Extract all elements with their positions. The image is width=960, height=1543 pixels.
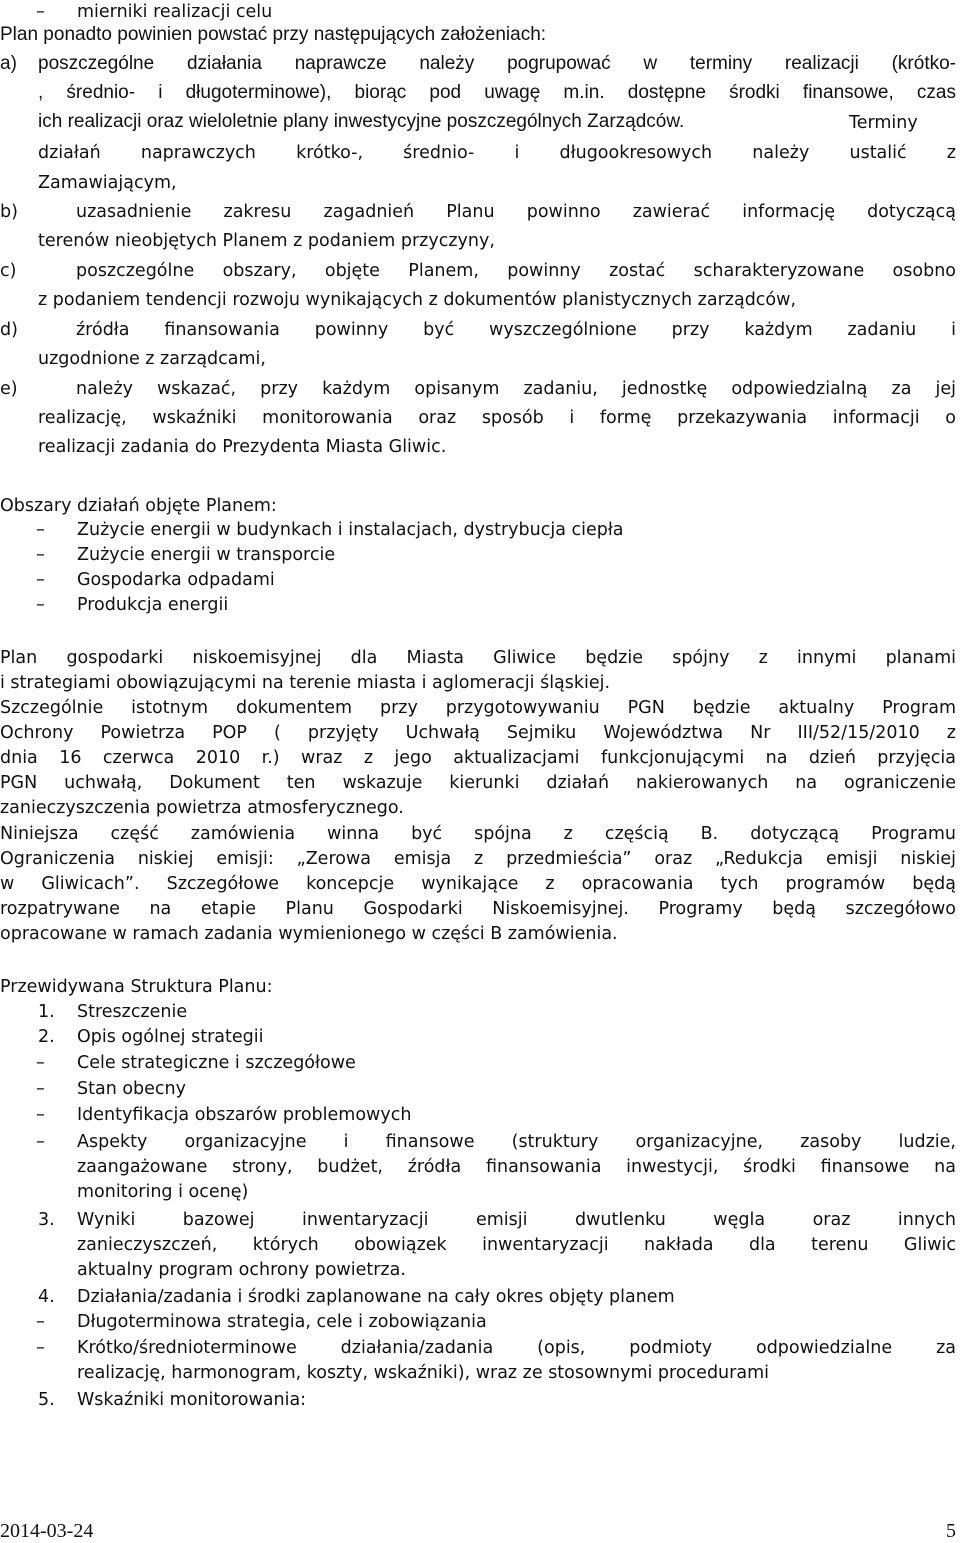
- list-item: Wskaźniki monitorowania:: [77, 1390, 307, 1410]
- dash-bullet: –: [36, 520, 45, 540]
- dash-bullet: –: [36, 1312, 45, 1332]
- paragraph-line: rozpatrywane na etapie Planu Gospodarki Niskoemisyjnej. Programy będą szczegółowo: [0, 899, 956, 919]
- item-e-line: należy wskazać, przy każdym opisanym zadaniu, jednostkę odpowiedzialną za jej: [76, 379, 956, 399]
- list-item: Zużycie energii w budynkach i instalacjach, dystrybucja ciepła: [77, 520, 624, 540]
- list-item: zanieczyszczeń, których obowiązek inwentaryzacji nakłada dla terenu Gliwic: [77, 1235, 956, 1255]
- paragraph-line: dnia 16 czerwca 2010 r.) wraz z jego aktualizacjami funkcjonującymi na dzień przyjęcia: [0, 748, 956, 768]
- item-a-line: ich realizacji oraz wieloletnie plany inwestycyjne poszczególnych Zarządców.: [38, 111, 685, 132]
- item-b-line: uzasadnienie zakresu zagadnień Planu powinno zawierać informację dotyczącą: [76, 202, 956, 222]
- list-item: aktualny program ochrony powietrza.: [77, 1260, 406, 1280]
- list-item: Stan obecny: [77, 1079, 186, 1099]
- item-e-line: realizację, wskaźniki monitorowania oraz sposób i formę przekazywania informacji o: [38, 408, 956, 428]
- list-number: 4.: [38, 1287, 55, 1307]
- paragraph-line: w Gliwicach”. Szczegółowe koncepcje wynikające z opracowania tych programów będą: [0, 874, 956, 894]
- paragraph-line: opracowane w ramach zadania wymienionego w części B zamówienia.: [0, 924, 618, 944]
- item-marker-d: d): [0, 320, 18, 340]
- footer-date: 2014-03-24: [0, 1520, 94, 1542]
- paragraph-line: i strategiami obowiązującymi na terenie miasta i aglomeracji śląskiej.: [0, 673, 611, 693]
- list-item: mierniki realizacji celu: [77, 2, 273, 22]
- item-b-line: terenów nieobjętych Planem z podaniem przyczyny,: [38, 231, 495, 251]
- list-number: 3.: [38, 1210, 55, 1230]
- list-number: 2.: [38, 1027, 55, 1047]
- list-number: 5.: [38, 1390, 55, 1410]
- list-item: Opis ogólnej strategii: [77, 1027, 264, 1047]
- paragraph-line: Ochrony Powietrza POP ( przyjęty Uchwałą Sejmiku Województwa Nr III/52/15/2010 z: [0, 723, 956, 743]
- item-marker-c: c): [0, 261, 17, 281]
- list-item: Działania/zadania i środki zaplanowane na cały okres objęty planem: [77, 1287, 675, 1307]
- dash-bullet: –: [36, 1338, 45, 1358]
- item-c-line: z podaniem tendencji rozwoju wynikających z dokumentów planistycznych zarządców,: [38, 290, 797, 310]
- list-item: realizację, harmonogram, koszty, wskaźniki), wraz ze stosownymi procedurami: [77, 1363, 769, 1383]
- paragraph-line: Plan gospodarki niskoemisyjnej dla Miasta Gliwice będzie spójny z innymi planami: [0, 648, 956, 668]
- dash-bullet: –: [36, 1105, 45, 1125]
- list-item: monitoring i ocenę): [77, 1182, 249, 1202]
- dash-bullet: –: [36, 545, 45, 565]
- list-item: Wyniki bazowej inwentaryzacji emisji dwutlenku węgla oraz innych: [77, 1210, 956, 1230]
- item-marker-b: b): [0, 202, 18, 222]
- list-item: Gospodarka odpadami: [77, 570, 275, 590]
- item-c-line: poszczególne obszary, objęte Planem, powinny zostać scharakteryzowane osobno: [76, 261, 956, 281]
- list-item: Streszczenie: [77, 1002, 188, 1022]
- structure-heading: Przewidywana Struktura Planu:: [0, 977, 273, 997]
- item-marker-e: e): [0, 379, 18, 399]
- item-a-line: , średnio- i długoterminowe), biorąc pod uwagę m.in. dostępne środki finansowe, czas: [38, 82, 956, 103]
- item-a-line: działań naprawczych krótko-, średnio- i długookresowych należy ustalić z: [38, 143, 956, 163]
- list-item: Zużycie energii w transporcie: [77, 545, 336, 565]
- item-d-line: źródła finansowania powinny być wyszczególnione przy każdym zadaniu i: [76, 320, 956, 340]
- dash-bullet: –: [36, 1079, 45, 1099]
- list-item: Cele strategiczne i szczegółowe: [77, 1053, 356, 1073]
- paragraph-line: Niniejsza część zamówienia winna być spójna z częścią B. dotyczącą Programu: [0, 824, 956, 844]
- paragraph-line: zanieczyszczenia powietrza atmosferycznego.: [0, 798, 404, 818]
- item-a-line: poszczególne działania naprawcze należy pogrupować w terminy realizacji (krótko-: [38, 53, 956, 74]
- areas-heading: Obszary działań objęte Planem:: [0, 496, 277, 516]
- item-marker-a: a): [0, 53, 17, 74]
- list-item: Krótko/średnioterminowe działania/zadania (opis, podmioty odpowiedzialne za: [77, 1338, 956, 1358]
- list-item: zaangażowane strony, budżet, źródła finansowania inwestycji, środki finansowe na: [77, 1157, 956, 1177]
- paragraph-line: Ograniczenia niskiej emisji: „Zerowa emisja z przedmieścia” oraz „Redukcja emisji niskiej: [0, 849, 956, 869]
- item-e-line: realizacji zadania do Prezydenta Miasta Gliwic.: [38, 437, 447, 457]
- item-d-line: uzgodnione z zarządcami,: [38, 349, 266, 369]
- item-a-line: Terminy: [849, 113, 918, 133]
- page-number: 5: [946, 1520, 956, 1542]
- list-number: 1.: [38, 1002, 55, 1022]
- dash-bullet: –: [36, 595, 45, 615]
- item-a-line: Zamawiającym,: [38, 173, 177, 193]
- dash-bullet: –: [36, 1053, 45, 1073]
- paragraph-line: PGN uchwałą, Dokument ten wskazuje kierunki działań nakierowanych na ograniczenie: [0, 773, 956, 793]
- dash-bullet: –: [36, 570, 45, 590]
- dash-bullet: –: [36, 1132, 45, 1152]
- list-item: Długoterminowa strategia, cele i zobowiązania: [77, 1312, 487, 1332]
- dash-bullet: –: [36, 2, 45, 22]
- intro-lead: Plan ponadto powinien powstać przy następujących założeniach:: [0, 24, 547, 45]
- list-item: Produkcja energii: [77, 595, 229, 615]
- list-item: Aspekty organizacyjne i finansowe (struktury organizacyjne, zasoby ludzie,: [77, 1132, 956, 1152]
- paragraph-line: Szczególnie istotnym dokumentem przy przygotowywaniu PGN będzie aktualny Program: [0, 698, 956, 718]
- list-item: Identyfikacja obszarów problemowych: [77, 1105, 412, 1125]
